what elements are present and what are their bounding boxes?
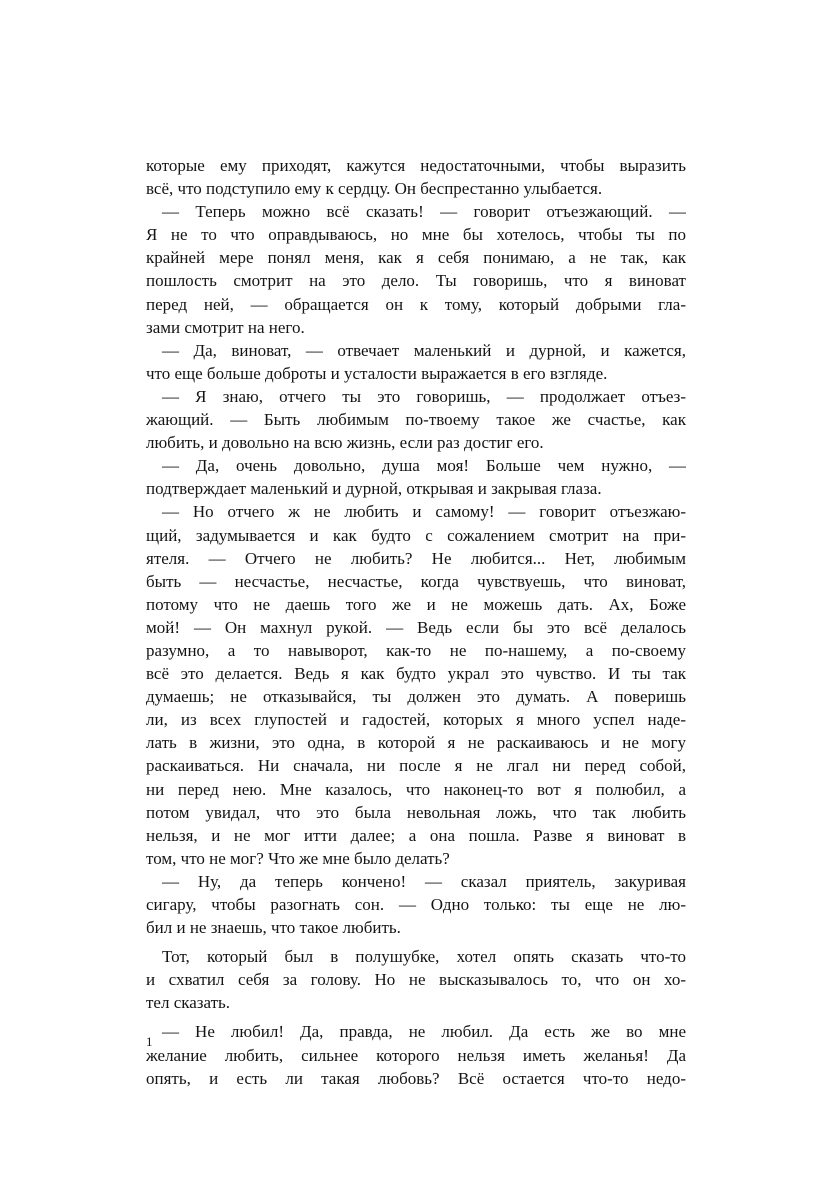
text-line: пошлость смотрит на это дело. Ты говоришь, что я виноват <box>146 271 686 291</box>
text-line: — Да, виноват, — отвечает маленький и дурной, и кажется, <box>162 340 686 360</box>
text-line: сигару, чтобы разогнать сон. — Одно только: ты еще не лю- <box>146 895 686 914</box>
text-line: ни перед нею. Мне казалось, что наконец-то вот я полюбил, а <box>146 779 686 799</box>
text-line: — Теперь можно всё сказать! — говорит отъезжающий. — <box>162 202 686 222</box>
text-line: желание любить, сильнее которого нельзя иметь желанья! Да <box>146 1045 686 1065</box>
text-line: ятеля. — Отчего не любить? Не любится... Нет, любимым <box>146 548 686 568</box>
text-line: — Да, очень довольно, душа моя! Больше чем нужно, — <box>162 456 686 476</box>
text-line: что еще больше доброты и усталости выражается в его взгляде. <box>146 363 608 383</box>
text-line: крайней мере понял меня, как я себя понимаю, а не так, как <box>146 248 686 268</box>
page-text-block <box>146 154 686 1090</box>
text-line: быть — несчастье, несчастье, когда чувствуешь, что виноват, <box>146 571 686 591</box>
text-line: Я не то что оправдываюсь, но мне бы хотелось, чтобы ты по <box>146 225 686 245</box>
text-line: лать в жизни, это одна, в которой я не раскаиваюсь и не могу <box>146 733 686 753</box>
text-line: мой! — Он махнул рукой. — Ведь если бы это всё делалось <box>146 617 686 637</box>
text-line: жающий. — Быть любимым по-твоему такое же счастье, как <box>146 410 686 430</box>
text-line: щий, задумывается и как будто с сожалением смотрит на при- <box>146 525 686 545</box>
text-line: — Я знаю, отчего ты это говоришь, — продолжает отъез- <box>162 386 686 406</box>
text-line: — Не любил! Да, правда, не любил. Да есть же во мне <box>162 1022 686 1042</box>
text-line: потому что не даешь того же и не можешь дать. Ах, Боже <box>146 594 686 614</box>
text-line: нельзя, и не мог итти далее; а она пошла. Разве я виноват в <box>146 825 686 845</box>
text-line: потом увидал, что это была невольная ложь, что так любить <box>146 802 686 822</box>
text-line: опять, и есть ли такая любовь? Всё остается что-то недо- <box>146 1068 686 1088</box>
text-line: думаешь; не отказывайся, ты должен это думать. А поверишь <box>146 687 686 707</box>
text-line: ли, из всех глупостей и гадостей, которых я много успел наде- <box>146 710 686 730</box>
text-line: всё, что подступило ему к сердцу. Он беспрестанно улыбается. <box>146 179 603 199</box>
text-line: подтверждает маленький и дурной, открывая и закрывая глаза. <box>146 479 602 499</box>
text-line: раскаиваться. Ни сначала, ни после я не лгал ни перед собой, <box>146 756 686 776</box>
text-line: Тот, который был в полушубке, хотел опять сказать что-то <box>162 947 686 967</box>
text-line: — Ну, да теперь кончено! — сказал приятель, закуривая <box>162 871 686 891</box>
text-line: том, что не мог? Что же мне было делать? <box>146 848 450 868</box>
text-line: перед ней, — обращается он к тому, который добрыми гла- <box>146 294 686 314</box>
page-signature-mark: 1 <box>146 1034 153 1049</box>
text-line: зами смотрит на него. <box>146 317 305 337</box>
text-line: — Но отчего ж не любить и самому! — говорит отъезжаю- <box>162 502 686 522</box>
text-line: разумно, а то навыворот, как-то не по-нашему, а по-своему <box>146 640 686 660</box>
text-line: которые ему приходят, кажутся недостаточными, чтобы выразить <box>146 156 686 175</box>
text-line: всё это делается. Ведь я как будто украл это чувство. И ты так <box>146 664 686 684</box>
text-line: бил и не знаешь, что такое любить. <box>146 918 401 938</box>
text-line: и схватил себя за голову. Но не высказывалось то, что он хо- <box>146 970 686 990</box>
text-line: любить, и довольно на всю жизнь, если раз достиг его. <box>146 433 544 453</box>
text-line: тел сказать. <box>146 993 231 1013</box>
